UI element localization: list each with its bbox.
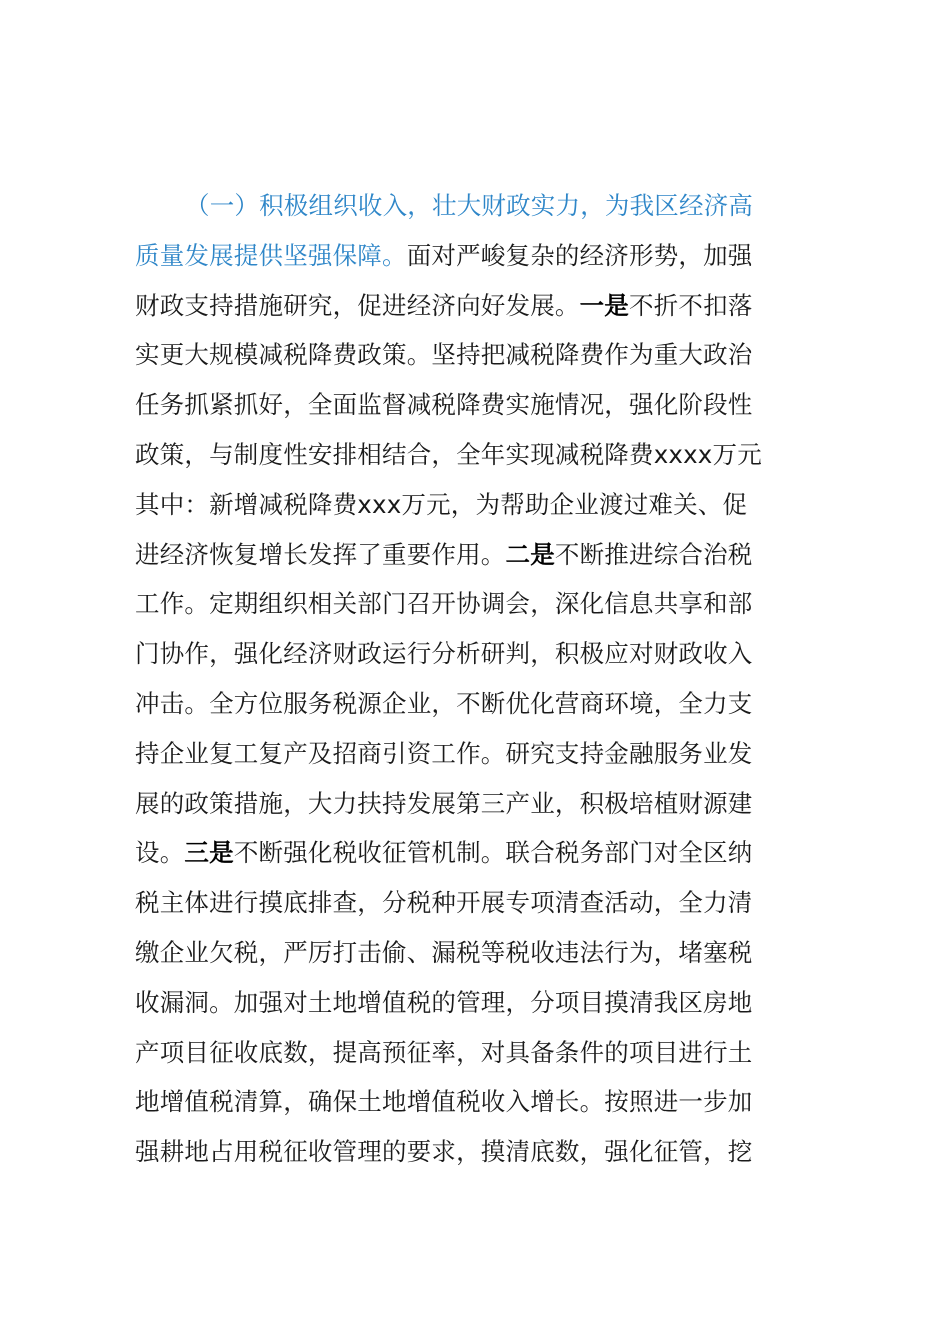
text-line <box>135 231 835 281</box>
text-line <box>135 878 835 928</box>
body-text: 设。 <box>135 838 185 868</box>
text-line <box>135 928 835 978</box>
text-line <box>135 679 835 729</box>
body-text: 工作。定期组织相关部门召开协调会，深化信息共享和部 <box>135 589 753 619</box>
body-text: 不断推进综合治税 <box>554 539 753 569</box>
body-text: 不折不扣落 <box>629 290 753 320</box>
bold-keyword: 一是 <box>579 290 630 320</box>
body-text: 不断强化税收征管机制。联合税务部门对全区纳 <box>233 838 753 868</box>
body-paragraph <box>135 181 835 1177</box>
text-line <box>135 828 835 878</box>
body-text: 收漏洞。加强对土地增值税的管理，分项目摸清我区房地 <box>135 987 753 1017</box>
body-text: 持企业复工复产及招商引资工作。研究支持金融服务业发 <box>135 738 753 768</box>
body-text: 财政支持措施研究，促进经济向好发展。 <box>135 290 580 320</box>
body-text: 进经济恢复增长发挥了重要作用。 <box>135 539 506 569</box>
text-line <box>135 629 835 679</box>
body-text: 冲击。全方位服务税源企业，不断优化营商环境，全力支 <box>135 688 753 718</box>
text-line <box>135 779 835 829</box>
section-heading-text: （一）积极组织收入，壮大财政实力，为我区经济高 <box>185 191 754 220</box>
body-text: 强耕地占用税征收管理的要求，摸清底数，强化征管，挖 <box>135 1137 753 1167</box>
body-text: 地增值税清算，确保土地增值税收入增长。按照进一步加 <box>135 1087 753 1117</box>
text-line <box>135 579 835 629</box>
text-line <box>135 480 835 530</box>
text-line <box>135 281 835 331</box>
text-line <box>135 181 835 231</box>
text-line <box>135 1077 835 1127</box>
text-line <box>135 729 835 779</box>
body-text: 任务抓紧抓好，全面监督减税降费实施情况，强化阶段性 <box>135 390 753 420</box>
body-text: 面对严峻复杂的经济形势，加强 <box>406 240 753 270</box>
text-line <box>135 380 835 430</box>
body-text: 政策，与制度性安排相结合，全年实现减税降费xxxx万元 <box>135 439 762 469</box>
text-line <box>135 330 835 380</box>
text-line <box>135 978 835 1028</box>
body-text: 其中：新增减税降费xxx万元，为帮助企业渡过难关、促 <box>135 489 748 519</box>
section-heading-text: 质量发展提供坚强保障。 <box>135 240 407 270</box>
text-line <box>135 1028 835 1078</box>
body-text: 实更大规模减税降费政策。坚持把减税降费作为重大政治 <box>135 340 753 370</box>
text-line <box>135 1127 835 1177</box>
body-text: 展的政策措施，大力扶持发展第三产业，积极培植财源建 <box>135 788 753 818</box>
text-line <box>135 430 835 480</box>
body-text: 产项目征收底数，提高预征率，对具备条件的项目进行土 <box>135 1037 753 1067</box>
body-text: 缴企业欠税，严厉打击偷、漏税等税收违法行为，堵塞税 <box>135 937 753 967</box>
body-text: 门协作，强化经济财政运行分析研判，积极应对财政收入 <box>135 639 753 669</box>
bold-keyword: 二是 <box>505 539 555 569</box>
bold-keyword: 三是 <box>184 838 234 868</box>
body-text: 税主体进行摸底排查，分税种开展专项清查活动，全力清 <box>135 888 753 918</box>
text-line <box>135 530 835 580</box>
